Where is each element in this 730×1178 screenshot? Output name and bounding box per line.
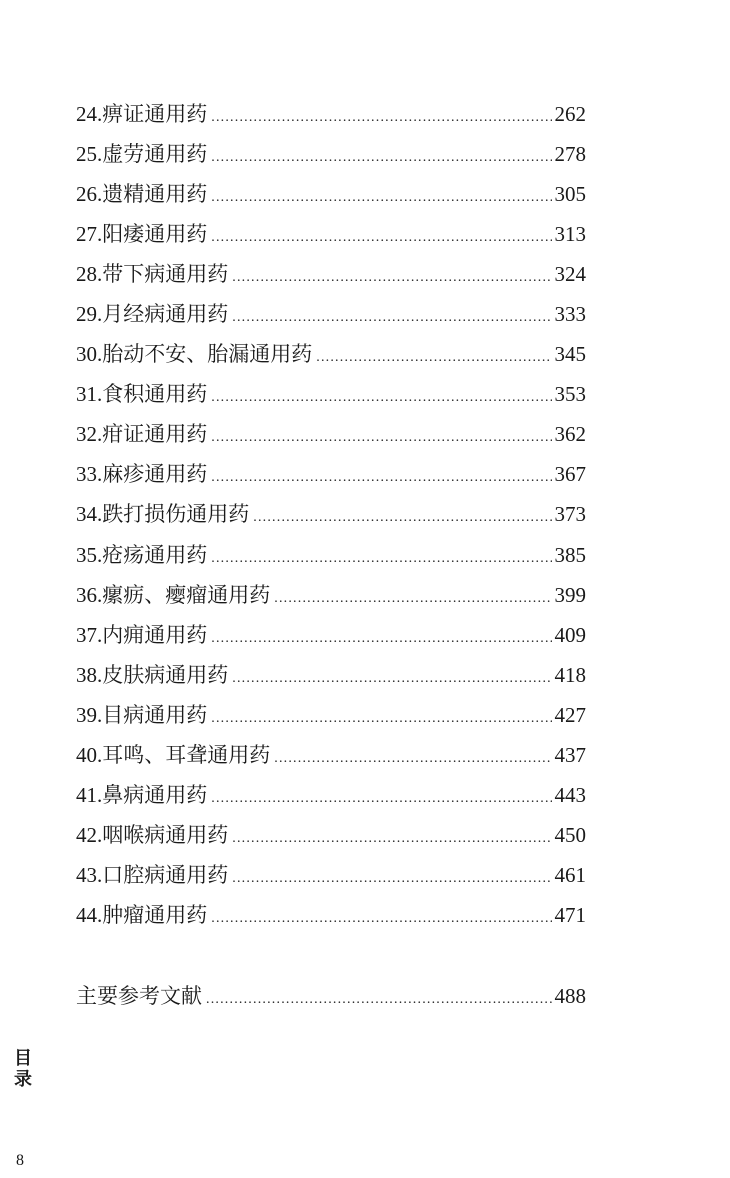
toc-entry[interactable] bbox=[76, 98, 586, 138]
toc-entry-title: 食积通用药 bbox=[102, 382, 208, 407]
toc-leader-dots bbox=[211, 623, 551, 655]
toc-entry-number: 33. bbox=[76, 462, 103, 487]
toc-entry-page: 353 bbox=[554, 382, 586, 407]
toc-entry-page: 461 bbox=[554, 862, 586, 887]
toc-leader-dots bbox=[232, 262, 551, 294]
toc-entry-number: 25. bbox=[76, 142, 103, 167]
toc-leader-dots bbox=[211, 102, 551, 134]
toc-entry[interactable] bbox=[76, 819, 586, 859]
toc-entry[interactable] bbox=[76, 779, 586, 819]
toc-entry-title: 月经病通用药 bbox=[102, 302, 229, 327]
toc-entry-number: 37. bbox=[76, 622, 103, 647]
toc-leader-dots bbox=[211, 903, 551, 935]
toc-entry-title: 虚劳通用药 bbox=[102, 142, 208, 167]
toc-leader-dots bbox=[211, 703, 551, 735]
toc-entry-page: 437 bbox=[554, 742, 586, 767]
toc-leader-dots bbox=[316, 342, 551, 374]
toc-leader-dots bbox=[232, 663, 551, 695]
toc-entry-number: 34. bbox=[76, 502, 103, 527]
toc-leader-dots bbox=[211, 182, 551, 214]
running-section-label bbox=[12, 1048, 34, 1090]
toc-entry-number: 32. bbox=[76, 422, 103, 447]
toc-entry-page: 471 bbox=[554, 902, 586, 927]
toc-entry[interactable] bbox=[76, 218, 586, 258]
toc-entry[interactable] bbox=[76, 458, 586, 498]
toc-entry-title: 内痈通用药 bbox=[102, 622, 208, 647]
toc-entry[interactable] bbox=[76, 899, 586, 939]
toc-entry-number: 36. bbox=[76, 582, 103, 607]
toc-entry-number: 28. bbox=[76, 262, 103, 287]
toc-entry-page: 262 bbox=[554, 102, 586, 126]
toc-entry-number: 29. bbox=[76, 302, 103, 327]
toc-entry-number: 42. bbox=[76, 822, 103, 847]
toc-entry-title: 胎动不安、胎漏通用药 bbox=[102, 342, 313, 367]
toc-entry-page: 409 bbox=[554, 622, 586, 647]
toc-entry-number: 41. bbox=[76, 782, 103, 807]
toc-entry-page: 333 bbox=[554, 302, 586, 327]
toc-entry-number: 27. bbox=[76, 222, 103, 247]
toc-entry-title: 耳鸣、耳聋通用药 bbox=[102, 742, 271, 767]
toc-entry-page: 373 bbox=[554, 502, 586, 527]
toc-entry-title: 主要参考文献 bbox=[76, 984, 202, 1008]
toc-entry-page: 418 bbox=[554, 662, 586, 687]
toc-leader-dots bbox=[211, 422, 551, 454]
toc-entry[interactable] bbox=[76, 338, 586, 378]
toc-leader-dots bbox=[232, 863, 551, 895]
toc-entry-number: 40. bbox=[76, 742, 103, 767]
toc-entry-title: 痹证通用药 bbox=[102, 102, 208, 126]
toc-entry-number: 39. bbox=[76, 702, 103, 727]
toc-entry-page: 313 bbox=[554, 222, 586, 247]
toc-entry[interactable] bbox=[76, 579, 586, 619]
toc-entry-page: 488 bbox=[554, 984, 586, 1008]
toc-entry-title: 疳证通用药 bbox=[102, 422, 208, 447]
section-label-char: 录 bbox=[14, 1069, 32, 1089]
toc-entry-page: 345 bbox=[554, 342, 586, 367]
toc-entry-title: 阳痿通用药 bbox=[102, 222, 208, 247]
toc-entry[interactable] bbox=[76, 418, 586, 458]
toc-entry-page: 362 bbox=[554, 422, 586, 447]
toc-entry[interactable] bbox=[76, 539, 586, 579]
toc-entry[interactable] bbox=[76, 659, 586, 699]
toc-leader-dots bbox=[274, 583, 551, 615]
toc-entry-title: 带下病通用药 bbox=[102, 262, 229, 287]
toc-entry[interactable] bbox=[76, 739, 586, 779]
toc-entry-page: 385 bbox=[554, 542, 586, 567]
toc-leader-dots bbox=[253, 502, 551, 534]
toc-entry-page: 399 bbox=[554, 582, 586, 607]
section-label-char: 目 bbox=[14, 1048, 32, 1068]
toc-entry-page: 324 bbox=[554, 262, 586, 287]
toc-leader-dots bbox=[232, 302, 551, 334]
toc-entry-title: 目病通用药 bbox=[102, 702, 208, 727]
toc-leader-dots bbox=[232, 823, 551, 855]
toc-entry-number: 26. bbox=[76, 182, 103, 207]
toc-entry-page: 443 bbox=[554, 782, 586, 807]
toc-entry-title: 瘰疬、瘿瘤通用药 bbox=[102, 582, 271, 607]
toc-leader-dots bbox=[211, 142, 551, 174]
toc-entry-page: 278 bbox=[554, 142, 586, 167]
toc-entry-title: 肿瘤通用药 bbox=[102, 902, 208, 927]
toc-entry-page: 367 bbox=[554, 462, 586, 487]
toc-entry-title: 口腔病通用药 bbox=[102, 862, 229, 887]
toc-entry-title: 鼻病通用药 bbox=[102, 782, 208, 807]
toc-entry[interactable] bbox=[76, 378, 586, 418]
toc-entry-number: 43. bbox=[76, 862, 103, 887]
toc-entry-number: 44. bbox=[76, 902, 103, 927]
toc-entry-page: 427 bbox=[554, 702, 586, 727]
toc-entry-number: 38. bbox=[76, 662, 103, 687]
toc-entry[interactable] bbox=[76, 619, 586, 659]
toc-leader-dots bbox=[211, 462, 551, 494]
toc-entry[interactable] bbox=[76, 699, 586, 739]
toc-entry-number: 24. bbox=[76, 102, 103, 126]
toc-entry-references[interactable] bbox=[76, 980, 586, 1020]
toc-list bbox=[76, 98, 586, 939]
toc-leader-dots bbox=[211, 783, 551, 815]
toc-entry-number: 31. bbox=[76, 382, 103, 407]
toc-entry-title: 跌打损伤通用药 bbox=[102, 502, 250, 527]
toc-entry-title: 疮疡通用药 bbox=[102, 542, 208, 567]
toc-entry-number: 35. bbox=[76, 542, 103, 567]
toc-entry-number: 30. bbox=[76, 342, 103, 367]
toc-entry-page: 305 bbox=[554, 182, 586, 207]
toc-entry[interactable] bbox=[76, 258, 586, 298]
toc-entry[interactable] bbox=[76, 138, 586, 178]
toc-leader-dots bbox=[211, 382, 551, 414]
toc-entry[interactable] bbox=[76, 859, 586, 899]
toc-entry[interactable] bbox=[76, 178, 586, 218]
toc-entry-title: 皮肤病通用药 bbox=[102, 662, 229, 687]
page-number: 8 bbox=[16, 1152, 24, 1169]
toc-leader-dots bbox=[206, 984, 552, 1016]
toc-entry-title: 咽喉病通用药 bbox=[102, 822, 229, 847]
toc-entry-page: 450 bbox=[554, 822, 586, 847]
toc-leader-dots bbox=[274, 743, 551, 775]
toc-entry[interactable] bbox=[76, 498, 586, 538]
toc-leader-dots bbox=[211, 543, 551, 575]
toc-leader-dots bbox=[211, 222, 551, 254]
toc-entry-title: 遗精通用药 bbox=[102, 182, 208, 207]
toc-entry-title: 麻疹通用药 bbox=[102, 462, 208, 487]
toc-entry[interactable] bbox=[76, 298, 586, 338]
